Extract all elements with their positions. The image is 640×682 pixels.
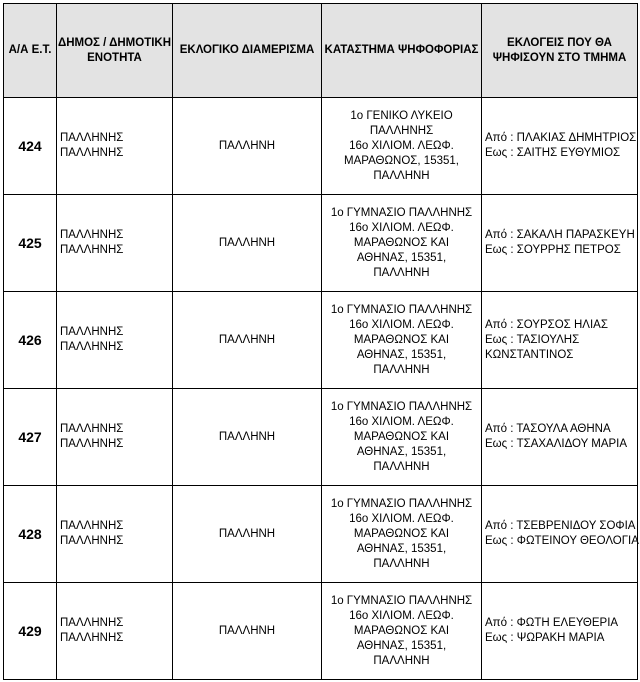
- voters-line: Από : ΣΟΥΡΣΟΣ ΗΛΙΑΣ: [485, 318, 608, 331]
- table-row: [4, 583, 638, 680]
- station-line: 1ο ΓΥΜΝΑΣΙΟ ΠΑΛΛΗΝΗΣ: [330, 303, 473, 316]
- municipality-cell: [57, 486, 173, 583]
- district-cell: ΠΑΛΛΗΝΗ: [173, 583, 322, 680]
- header-row: [4, 4, 638, 98]
- voters-line: Εως : ΨΩΡΑΚΗ ΜΑΡΙΑ: [485, 632, 605, 644]
- header-district: ΕΚΛΟΓΙΚΟ ΔΙΑΜΕΡΙΣΜΑ: [173, 4, 322, 98]
- station-cell: [322, 389, 482, 486]
- station-line: 16ο ΧΙΛΙΟΜ. ΛΕΩΦ. ΜΑΡΑΘΩΝΟΣ, 15351, ΠΑΛΛΗΝΗ: [344, 139, 459, 182]
- district-cell: ΠΑΛΛΗΝΗ: [173, 195, 322, 292]
- district-cell: ΠΑΛΛΗΝΗ: [173, 486, 322, 583]
- table-row: [4, 98, 638, 195]
- table-body: [4, 98, 638, 680]
- station-line: 1ο ΓΥΜΝΑΣΙΟ ΠΑΛΛΗΝΗΣ: [330, 594, 473, 607]
- station-cell: [322, 195, 482, 292]
- station-line: 16ο ΧΙΛΙΟΜ. ΛΕΩΦ. ΜΑΡΑΘΩΝΟΣ ΚΑΙ ΑΘΗΝΑΣ, 15351, ΠΑΛΛΗΝΗ: [349, 609, 454, 667]
- station-cell: [322, 292, 482, 389]
- station-line: 1ο ΓΥΜΝΑΣΙΟ ΠΑΛΛΗΝΗΣ: [330, 206, 473, 219]
- row-index: 429: [4, 583, 57, 680]
- row-index: 428: [4, 486, 57, 583]
- header-station: ΚΑΤΑΣΤΗΜΑ ΨΗΦΟΦΟΡΙΑΣ: [322, 4, 482, 98]
- voters-line: Εως : ΣΑΙΤΗΣ ΕΥΘΥΜΙΟΣ: [485, 147, 621, 159]
- municipality-line: ΠΑΛΛΗΝΗΣ: [60, 617, 124, 629]
- municipality-cell: [57, 389, 173, 486]
- table-row: [4, 486, 638, 583]
- district-cell: ΠΑΛΛΗΝΗ: [173, 292, 322, 389]
- header-index: Α/Α Ε.Τ.: [4, 4, 57, 98]
- municipality-cell: [57, 195, 173, 292]
- row-index: 427: [4, 389, 57, 486]
- header-municipality: ΔΗΜΟΣ / ΔΗΜΟΤΙΚΗ ΕΝΟΤΗΤΑ: [57, 4, 173, 98]
- table-row: [4, 292, 638, 389]
- voters-line: Εως : ΤΑΣΙΟΥΛΗΣ: [485, 333, 580, 346]
- municipality-line: ΠΑΛΛΗΝΗΣ: [60, 326, 124, 338]
- municipality-cell: [57, 292, 173, 389]
- voters-cell: [482, 195, 638, 292]
- municipality-line: ΠΑΛΛΗΝΗΣ: [60, 229, 124, 241]
- station-line: 1ο ΓΥΜΝΑΣΙΟ ΠΑΛΛΗΝΗΣ: [330, 497, 473, 510]
- voters-line: Από : ΣΑΚΑΛΗ ΠΑΡΑΣΚΕΥΗ: [485, 229, 635, 241]
- voters-cell: [482, 583, 638, 680]
- voters-line: Εως : ΦΩΤΕΙΝΟΥ ΘΕΟΛΟΓΙΑ: [485, 535, 639, 547]
- row-index: 425: [4, 195, 57, 292]
- station-line: 1ο ΓΥΜΝΑΣΙΟ ΠΑΛΛΗΝΗΣ: [330, 400, 473, 413]
- voters-cell: [482, 389, 638, 486]
- municipality-line: ΠΑΛΛΗΝΗΣ: [60, 341, 124, 353]
- station-line: 16ο ΧΙΛΙΟΜ. ΛΕΩΦ. ΜΑΡΑΘΩΝΟΣ ΚΑΙ ΑΘΗΝΑΣ, 15351, ΠΑΛΛΗΝΗ: [349, 221, 454, 279]
- station-line: 16ο ΧΙΛΙΟΜ. ΛΕΩΦ. ΜΑΡΑΘΩΝΟΣ ΚΑΙ ΑΘΗΝΑΣ, 15351, ΠΑΛΛΗΝΗ: [349, 512, 454, 570]
- voters-line: Εως : ΤΣΑΧΑΛΙΔΟΥ ΜΑΡΙΑ: [485, 438, 628, 450]
- municipality-line: ΠΑΛΛΗΝΗΣ: [60, 423, 124, 435]
- station-cell: [322, 98, 482, 195]
- row-index: 426: [4, 292, 57, 389]
- voters-line: ΚΩΝΣΤΑΝΤΙΝΟΣ: [485, 348, 574, 361]
- voters-line: Από : ΠΛΑΚΙΑΣ ΔΗΜΗΤΡΙΟΣ: [485, 132, 637, 144]
- voters-cell: [482, 486, 638, 583]
- municipality-line: ΠΑΛΛΗΝΗΣ: [60, 147, 124, 159]
- municipality-line: ΠΑΛΛΗΝΗΣ: [60, 535, 124, 547]
- table-row: [4, 195, 638, 292]
- municipality-cell: [57, 583, 173, 680]
- station-line: 16ο ΧΙΛΙΟΜ. ΛΕΩΦ. ΜΑΡΑΘΩΝΟΣ ΚΑΙ ΑΘΗΝΑΣ, 15351, ΠΑΛΛΗΝΗ: [349, 415, 454, 473]
- polling-stations-table: [3, 3, 638, 680]
- station-line: 16ο ΧΙΛΙΟΜ. ΛΕΩΦ. ΜΑΡΑΘΩΝΟΣ ΚΑΙ ΑΘΗΝΑΣ, 15351, ΠΑΛΛΗΝΗ: [349, 318, 454, 376]
- voters-line: Εως : ΣΟΥΡΡΗΣ ΠΕΤΡΟΣ: [485, 244, 621, 256]
- municipality-line: ΠΑΛΛΗΝΗΣ: [60, 244, 124, 256]
- station-line: 1ο ΓΕΝΙΚΟ ΛΥΚΕΙΟ ΠΑΛΛΗΝΗΣ: [350, 109, 453, 137]
- municipality-cell: [57, 98, 173, 195]
- district-cell: ΠΑΛΛΗΝΗ: [173, 389, 322, 486]
- municipality-line: ΠΑΛΛΗΝΗΣ: [60, 520, 124, 532]
- voters-cell: [482, 98, 638, 195]
- voters-line: Από : ΤΣΕΒΡΕΝΙΔΟΥ ΣΟΦΙΑ: [485, 520, 636, 532]
- municipality-line: ΠΑΛΛΗΝΗΣ: [60, 438, 124, 450]
- voters-line: Από : ΦΩΤΗ ΕΛΕΥΘΕΡΙΑ: [485, 617, 619, 629]
- station-cell: [322, 583, 482, 680]
- voters-line: Από : ΤΑΣΟΥΛΑ ΑΘΗΝΑ: [485, 423, 611, 435]
- voters-cell: [482, 292, 638, 389]
- row-index: 424: [4, 98, 57, 195]
- header-voters: ΕΚΛΟΓΕΙΣ ΠΟΥ ΘΑ ΨΗΦΙΣΟΥΝ ΣΤΟ ΤΜΗΜΑ: [482, 4, 638, 98]
- station-cell: [322, 486, 482, 583]
- municipality-line: ΠΑΛΛΗΝΗΣ: [60, 132, 124, 144]
- table-header: [4, 4, 638, 98]
- municipality-line: ΠΑΛΛΗΝΗΣ: [60, 632, 124, 644]
- table-row: [4, 389, 638, 486]
- district-cell: ΠΑΛΛΗΝΗ: [173, 98, 322, 195]
